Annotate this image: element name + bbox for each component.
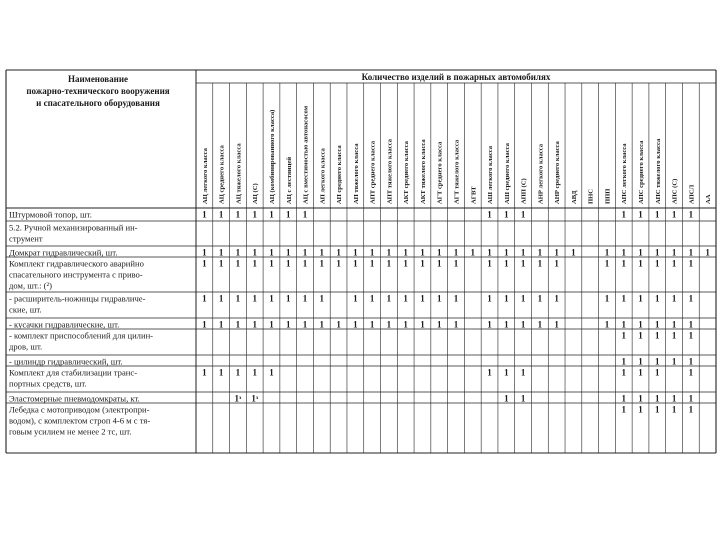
cell-mark: 1 bbox=[504, 293, 509, 304]
cell-mark: 1 bbox=[269, 247, 274, 258]
column-header: АЦ тяжелого класса bbox=[235, 143, 243, 204]
cell-mark: 1 bbox=[487, 319, 492, 330]
cell-mark: 1 bbox=[302, 319, 308, 330]
column-header: АШ легкого класса bbox=[487, 145, 495, 204]
column-headers bbox=[202, 105, 712, 204]
row-label: - расширитель-ножницы гидравличе- bbox=[9, 293, 146, 304]
cell-mark: 1 bbox=[336, 258, 341, 269]
cell-mark: 1 bbox=[621, 293, 626, 304]
cell-mark: 1 bbox=[386, 247, 392, 258]
cell-mark: 1 bbox=[621, 247, 626, 258]
cell-mark: 1 bbox=[520, 293, 526, 304]
cell-mark: 1 bbox=[218, 293, 224, 304]
cell-mark: 1 bbox=[218, 258, 224, 269]
cell-mark: 1 bbox=[520, 209, 526, 220]
row-label: портных средств, шт. bbox=[9, 378, 87, 389]
row-label: Домкрат гидравлический, шт. bbox=[9, 247, 118, 258]
cell-mark: 1 bbox=[688, 247, 694, 258]
cell-mark: 1 bbox=[286, 247, 291, 258]
cell-mark: 1 bbox=[436, 247, 442, 258]
cell-mark: 1 bbox=[420, 319, 425, 330]
cell-mark: 1 bbox=[420, 247, 425, 258]
cell-mark: 1 bbox=[369, 319, 375, 330]
cell-mark: 1 bbox=[235, 258, 241, 269]
cell-mark: 1 bbox=[386, 319, 392, 330]
cell-mark: 1 bbox=[369, 247, 375, 258]
column-header: АПС тяжелого класса bbox=[654, 138, 662, 204]
cell-mark: 1 bbox=[655, 356, 660, 367]
row-label: Штурмовой топор, шт. bbox=[9, 209, 92, 220]
header-group-title: Количество изделий в пожарных автомобилях bbox=[361, 72, 551, 82]
cell-mark: 1 bbox=[202, 209, 207, 220]
cell-mark: 1 bbox=[537, 258, 543, 269]
header-left-name bbox=[26, 74, 169, 108]
cell-mark: 1 bbox=[252, 247, 257, 258]
cell-mark: 1 bbox=[621, 367, 626, 378]
cell-mark: 1 bbox=[688, 209, 694, 220]
cell-mark: 1 bbox=[638, 293, 643, 304]
cell-mark: 1 bbox=[302, 209, 308, 220]
cell-mark: 1 bbox=[218, 367, 224, 378]
cell-mark: 1 bbox=[655, 247, 660, 258]
cell-mark: 1 bbox=[420, 258, 425, 269]
cell-mark: 1 bbox=[504, 319, 509, 330]
cell-mark: 1 bbox=[655, 209, 660, 220]
cell-mark: 1 bbox=[436, 258, 442, 269]
cell-mark: 1 bbox=[487, 258, 492, 269]
cell-mark: 1 bbox=[353, 247, 358, 258]
column-header: АВД bbox=[570, 190, 578, 204]
cell-mark: 1 bbox=[621, 319, 626, 330]
cell-mark: 1ᵌ bbox=[251, 393, 259, 404]
cell-mark: 1 bbox=[604, 319, 610, 330]
cell-mark: 1 bbox=[655, 319, 660, 330]
cell-mark: 1 bbox=[202, 319, 207, 330]
cell-mark: 1 bbox=[252, 319, 257, 330]
cell-mark: 1 bbox=[638, 367, 643, 378]
cell-mark: 1 bbox=[436, 293, 442, 304]
cell-mark: 1 bbox=[520, 393, 526, 404]
cell-marks bbox=[202, 210, 710, 415]
cell-mark: 1 bbox=[286, 319, 291, 330]
cell-mark: 1 bbox=[621, 356, 626, 367]
row-label: - кусачки гидравлические, шт. bbox=[9, 319, 120, 330]
cell-mark: 1 bbox=[453, 247, 459, 258]
cell-mark: 1 bbox=[302, 258, 308, 269]
cell-mark: 1 bbox=[671, 293, 677, 304]
cell-mark: 1 bbox=[638, 258, 643, 269]
column-header: АГТ тяжелого класса bbox=[453, 139, 461, 204]
cell-mark: 1 bbox=[655, 330, 660, 341]
cell-mark: 1 bbox=[621, 330, 626, 341]
cell-mark: 1 bbox=[671, 393, 677, 404]
row-label: говым усилием не менее 2 тс, шт. bbox=[9, 426, 132, 437]
row-label: - комплект приспособлений для цилин- bbox=[9, 330, 154, 341]
column-header: АА bbox=[705, 194, 713, 204]
row-label: дом, шт.: (²) bbox=[9, 280, 52, 291]
cell-mark: 1 bbox=[537, 247, 543, 258]
cell-mark: 1 bbox=[202, 367, 207, 378]
cell-mark: 1 bbox=[252, 367, 257, 378]
cell-mark: 1 bbox=[520, 258, 526, 269]
column-header: АПС среднего класса bbox=[638, 140, 646, 204]
cell-mark: 1 bbox=[269, 209, 274, 220]
column-header: АНР легкого класса bbox=[537, 144, 545, 204]
cell-mark: 1 bbox=[621, 404, 626, 415]
cell-mark: 1 bbox=[453, 258, 459, 269]
cell-mark: 1 bbox=[336, 247, 341, 258]
cell-mark: 1 bbox=[353, 319, 358, 330]
cell-mark: 1 bbox=[655, 404, 660, 415]
cell-mark: 1 bbox=[671, 258, 677, 269]
column-header: АНР среднего класса bbox=[554, 141, 562, 204]
cell-mark: 1 bbox=[470, 247, 476, 258]
column-header: АЦ легкого класса bbox=[201, 148, 209, 204]
cell-mark: 1 bbox=[269, 258, 274, 269]
column-header: ППП bbox=[604, 188, 612, 204]
cell-mark: 1 bbox=[202, 247, 207, 258]
column-header: АПСЛ bbox=[688, 184, 696, 204]
cell-mark: 1 bbox=[621, 393, 626, 404]
cell-mark: 1 bbox=[688, 393, 694, 404]
header-left-line: Наименование bbox=[68, 74, 128, 84]
column-header: АГВТ bbox=[470, 186, 478, 204]
cell-mark: 1 bbox=[688, 293, 694, 304]
cell-mark: 1 bbox=[655, 258, 660, 269]
column-header: АПТ среднего класса bbox=[369, 140, 377, 204]
header-left-line: и спасательного оборудования bbox=[36, 98, 160, 108]
cell-mark: 1 bbox=[286, 258, 291, 269]
cell-mark: 1 bbox=[386, 258, 392, 269]
cell-mark: 1 bbox=[252, 209, 257, 220]
column-header: АЦ с лестницей bbox=[285, 156, 293, 204]
cell-mark: 1 bbox=[554, 293, 559, 304]
row-label: дров, шт. bbox=[9, 341, 43, 352]
cell-mark: 1 bbox=[688, 356, 694, 367]
cell-mark: 1 bbox=[336, 319, 341, 330]
cell-mark: 1 bbox=[520, 319, 526, 330]
cell-mark: 1 bbox=[688, 330, 694, 341]
cell-mark: 1 bbox=[436, 319, 442, 330]
cell-mark: 1 bbox=[655, 367, 660, 378]
row-label: спасательного инструмента с приво- bbox=[9, 269, 143, 280]
cell-mark: 1 bbox=[386, 293, 392, 304]
column-header: ПНС bbox=[587, 188, 595, 204]
row-labels bbox=[9, 210, 153, 437]
cell-mark: 1 bbox=[319, 247, 325, 258]
cell-mark: 1 bbox=[403, 293, 408, 304]
cell-mark: 1 bbox=[353, 293, 358, 304]
column-header: АГТ среднего класса bbox=[436, 141, 444, 204]
cell-mark: 1 bbox=[218, 247, 224, 258]
row-label: Лебедка с мотоприводом (электропри- bbox=[9, 404, 150, 415]
cell-mark: 1 bbox=[319, 319, 325, 330]
cell-mark: 1 bbox=[504, 367, 509, 378]
row-label: водом), с комплектом строп 4-6 м с тя- bbox=[9, 415, 151, 426]
cell-mark: 1 bbox=[604, 247, 610, 258]
cell-mark: 1 bbox=[235, 209, 241, 220]
cell-mark: 1 bbox=[520, 247, 526, 258]
cell-mark: 1 bbox=[286, 209, 291, 220]
cell-mark: 1 bbox=[202, 258, 207, 269]
column-header: АП среднего класса bbox=[336, 145, 344, 204]
row-label: Комплект для стабилизации транс- bbox=[9, 367, 138, 378]
column-header: АКТ среднего класса bbox=[403, 141, 411, 204]
header-left-line: пожарно-технического вооружения bbox=[26, 86, 170, 96]
cell-mark: 1 bbox=[638, 356, 643, 367]
row-label: Комплект гидравлического аварийно bbox=[9, 258, 144, 269]
column-header: АПТ тяжелого класса bbox=[386, 139, 394, 204]
cell-mark: 1 bbox=[705, 247, 710, 258]
cell-mark: 1 bbox=[252, 293, 257, 304]
cell-mark: 1 bbox=[604, 258, 610, 269]
cell-mark: 1 bbox=[286, 293, 291, 304]
cell-mark: 1 bbox=[638, 247, 643, 258]
cell-mark: 1 bbox=[302, 293, 308, 304]
cell-mark: 1 bbox=[638, 393, 643, 404]
cell-mark: 1 bbox=[302, 247, 308, 258]
column-header: АЦ (С) bbox=[252, 183, 260, 204]
row-label: 5.2. Ручной механизированный ин- bbox=[9, 222, 138, 233]
cell-mark: 1 bbox=[420, 293, 425, 304]
column-header: АП тяжелого класса bbox=[352, 143, 360, 204]
cell-mark: 1 bbox=[671, 319, 677, 330]
cell-mark: 1 bbox=[403, 319, 408, 330]
cell-mark: 1 bbox=[235, 247, 241, 258]
cell-mark: 1 bbox=[655, 393, 660, 404]
cell-mark: 1 bbox=[269, 293, 274, 304]
cell-mark: 1 bbox=[235, 367, 241, 378]
cell-mark: 1 bbox=[621, 258, 626, 269]
cell-mark: 1 bbox=[554, 247, 559, 258]
cell-mark: 1 bbox=[621, 209, 626, 220]
cell-mark: 1 bbox=[554, 258, 559, 269]
row-label: струмент bbox=[9, 233, 43, 244]
header-group bbox=[362, 72, 551, 82]
cell-mark: 1 bbox=[487, 209, 492, 220]
row-label: - цилиндр гидравлический, шт. bbox=[9, 356, 123, 367]
cell-mark: 1 bbox=[218, 319, 224, 330]
cell-mark: 1 bbox=[671, 404, 677, 415]
column-header: АЦ среднего класса bbox=[218, 145, 226, 204]
cell-mark: 1 bbox=[269, 367, 274, 378]
cell-mark: 1 bbox=[453, 293, 459, 304]
cell-mark: 1 bbox=[671, 330, 677, 341]
cell-mark: 1 bbox=[369, 293, 375, 304]
cell-mark: 1 bbox=[537, 293, 543, 304]
cell-mark: 1 bbox=[520, 367, 526, 378]
cell-mark: 1 bbox=[319, 258, 325, 269]
cell-mark: 1 bbox=[504, 393, 509, 404]
column-header: АШ среднего класса bbox=[503, 143, 511, 204]
row-label: ские, шт. bbox=[9, 304, 42, 315]
cell-mark: 1 bbox=[604, 293, 610, 304]
cell-mark: 1 bbox=[487, 367, 492, 378]
cell-mark: 1 bbox=[688, 319, 694, 330]
column-header: АП легкого класса bbox=[319, 148, 327, 204]
cell-mark: 1 bbox=[688, 404, 694, 415]
column-header: АКТ тяжелого класса bbox=[419, 139, 427, 204]
cell-mark: 1 bbox=[638, 319, 643, 330]
cell-mark: 1 bbox=[554, 319, 559, 330]
cell-mark: 1 bbox=[504, 209, 509, 220]
cell-mark: 1 bbox=[638, 209, 643, 220]
cell-mark: 1 bbox=[571, 247, 576, 258]
column-header: АЦ с вместимостью автонасосом bbox=[302, 105, 310, 204]
cell-mark: 1 bbox=[252, 258, 257, 269]
cell-mark: 1 bbox=[638, 404, 643, 415]
cell-mark: 1 bbox=[487, 247, 492, 258]
cell-mark: 1 bbox=[504, 247, 509, 258]
cell-mark: 1 bbox=[671, 247, 677, 258]
cell-mark: 1 bbox=[537, 319, 543, 330]
cell-mark: 1 bbox=[671, 209, 677, 220]
cell-mark: 1 bbox=[487, 293, 492, 304]
cell-mark: 1 bbox=[655, 293, 660, 304]
cell-mark: 1 bbox=[453, 319, 459, 330]
cell-mark: 1 bbox=[403, 258, 408, 269]
cell-mark: 1 bbox=[504, 258, 509, 269]
column-header: АПС легкого класса bbox=[621, 143, 629, 204]
cell-mark: 1 bbox=[353, 258, 358, 269]
cell-mark: 1 bbox=[319, 293, 325, 304]
cell-mark: 1ᵌ bbox=[234, 393, 242, 404]
cell-mark: 1 bbox=[671, 356, 677, 367]
cell-mark: 1 bbox=[235, 293, 241, 304]
column-header: АПП (С) bbox=[520, 178, 528, 204]
row-label: Эластомерные пневмодомкраты, кт. bbox=[9, 393, 140, 404]
cell-mark: 1 bbox=[218, 209, 224, 220]
cell-mark: 1 bbox=[403, 247, 408, 258]
cell-mark: 1 bbox=[638, 330, 643, 341]
cell-mark: 1 bbox=[688, 258, 694, 269]
cell-mark: 1 bbox=[235, 319, 241, 330]
cell-mark: 1 bbox=[202, 293, 207, 304]
column-header: АЦ (комбинированного класса) bbox=[268, 109, 276, 204]
cell-mark: 1 bbox=[269, 319, 274, 330]
cell-mark: 1 bbox=[688, 367, 694, 378]
column-header: АПС (С) bbox=[671, 178, 679, 204]
cell-mark: 1 bbox=[369, 258, 375, 269]
